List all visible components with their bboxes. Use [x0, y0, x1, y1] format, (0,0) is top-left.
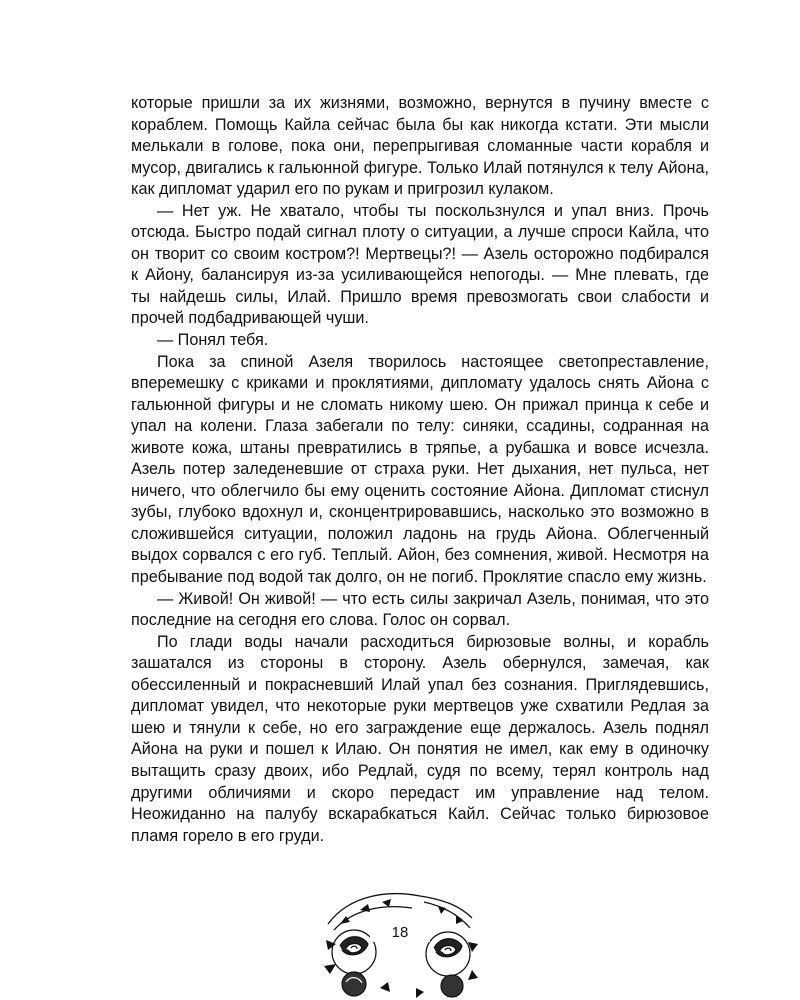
paragraph-1: которые пришли за их жизнями, возможно, вернутся в пучину вместе с кораблем. Помощь Кайла сейчас была бы как никогда кстати. Эти мысли мелькали в голове, пока они, перепрыгивая сломанные части корабля и мусор, двигались к гальюнной фигуре. Только Илай потянулся к телу Айона, как дипломат ударил его по рукам и пригрозил кулаком.	[131, 94, 709, 199]
page-body	[131, 93, 709, 847]
paragraph-3: — Понял тебя.	[157, 331, 269, 350]
page-number: 18	[370, 924, 430, 942]
paragraph-4: Пока за спиной Азеля творилось настоящее светопреставление, вперемешку с криками и проклятиями, дипломату удалось снять Айона с гальюнной фигуры и не сломать никому шею. Он прижал принца к себе и упал на колени. Глаза забегали по телу: синяки, ссадины, содранная на животе кожа, штаны превратились в тряпье, а рубашка и вовсе исчезла. Азель потер заледеневшие от страха руки. Нет дыхания, нет пульса, нет ничего, что облегчило бы ему оценить состояние Айона. Дипломат стиснул зубы, глубоко вдохнул и, сконцентрировавшись, насколько это возможно в сложившейся ситуации, положил ладонь на грудь Айона. Облегченный выдох сорвался с его губ. Теплый. Айон, без сомнения, живой. Несмотря на пребывание под водой так долго, он не погиб. Проклятие спасло ему жизнь.	[131, 352, 709, 587]
paragraph-5: — Живой! Он живой! — что есть силы закричал Азель, понимая, что это последние на сегодня его слова. Голос он сорвал.	[131, 589, 709, 630]
paragraph-2: — Нет уж. Не хватало, чтобы ты поскользнулся и упал вниз. Прочь отсюда. Быстро подай сигнал плоту о ситуации, а лучше спроси Кайла, что он творит со своим костром?! Мертвецы?! — Азель осторожно подбирался к Айону, балансируя из-за усиливающейся непогоды. — Мне плевать, где ты найдешь силы, Илай. Пришло время превозмогать свои слабости и прочей подбадривающей чуши.	[131, 201, 709, 328]
paragraph-6: По глади воды начали расходиться бирюзовые волны, и корабль зашатался из стороны в сторону. Азель обернулся, замечая, как обессиленный и покрасневший Илай упал без сознания. Приглядевшись, дипломат увидел, что некоторые руки мертвецов уже схватили Редлая за шею и тянули к себе, но его заграждение еще держалось. Азель поднял Айона на руки и пошел к Илаю. Он понятия не имел, как ему в одиночку вытащить сразу двоих, ибо Редлай, судя по всему, терял контроль над другими обличиями и скоро передаст им управление над телом. Неожиданно на палубу вскарабкаться Кайл. Сейчас только бирюзовое пламя горело в его груди.	[131, 632, 709, 845]
rose-ornament-icon	[320, 884, 480, 1000]
